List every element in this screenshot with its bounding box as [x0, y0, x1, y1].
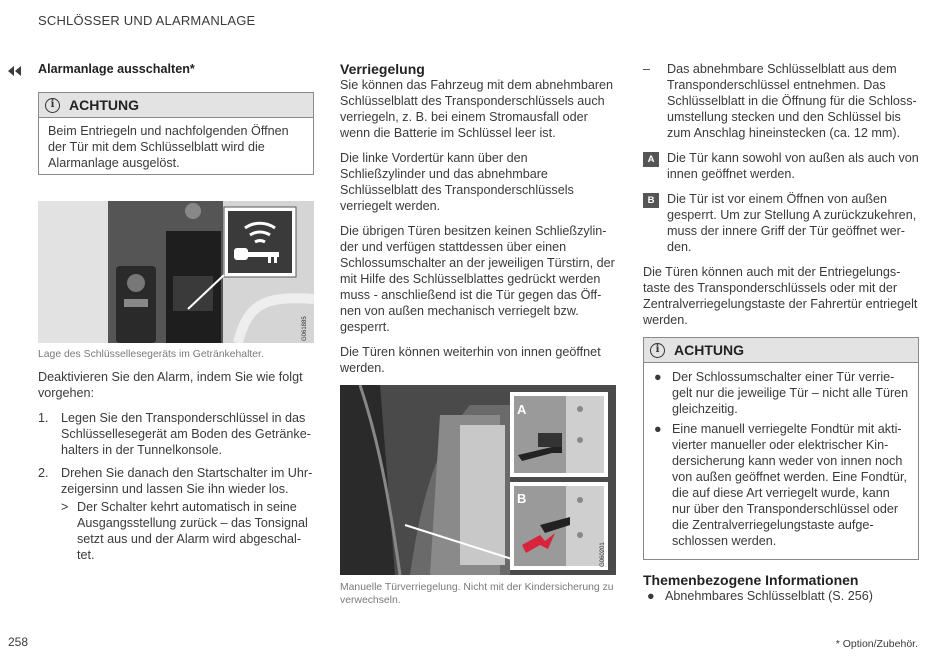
list-item	[643, 61, 919, 141]
step-number: 1.	[38, 411, 49, 425]
bullet-glyph: ●	[654, 370, 662, 384]
figure-code: G061885	[302, 316, 308, 341]
figure-door-lock	[340, 385, 616, 575]
left-column	[38, 61, 314, 563]
warning-box	[643, 337, 919, 560]
right-column	[643, 61, 919, 606]
paragraph: Die linke Vordertür kann über den Schließzylinder und das abnehmbare Schlüsselblatt des Transponderschlüssels verriegelt werden.	[340, 151, 574, 213]
result-glyph: >	[61, 500, 69, 514]
warning-body	[644, 363, 918, 559]
figure-caption: Lage des Schlüssellesegeräts im Getränkehalter.	[38, 349, 264, 360]
paragraph: Die Türen können auch mit der Entriegelungstaste des Transponderschlüssels oder mit der Zentralverriegelungstaste der Fahrertür entriegelt werden.	[643, 265, 918, 327]
list-item	[643, 150, 919, 182]
info-icon: i	[45, 98, 60, 113]
list-item	[38, 410, 314, 458]
info-icon: i	[650, 343, 665, 358]
warning-title: ACHTUNG	[674, 342, 744, 358]
list-item[interactable]	[643, 588, 919, 604]
label-badge-b: B	[643, 193, 659, 208]
step-result	[61, 499, 314, 563]
paragraph: Die Türen können weiterhin von innen geöffnet werden.	[340, 345, 601, 375]
page-header-title: SCHLÖSSER UND ALARMANLAGE	[38, 13, 256, 28]
list-item	[650, 421, 910, 549]
label-badge-a: A	[643, 152, 659, 167]
bullet-text: Eine manuell verriegelte Fondtür mit aktivierter manueller oder elektrischer Kindersicherung kann weder von innen noch von außen geöffnet werden. Eine Fondtür, die auf diese Art verriegelt wurde, kann nur über den Transponderschlüssel oder die Zentralverriegelungstaste aufgeschlossen werden.	[672, 422, 908, 548]
figure-label-b: B	[517, 491, 527, 506]
dash-glyph: –	[643, 62, 651, 76]
figure-label-a: A	[517, 402, 527, 417]
list-item	[38, 465, 314, 497]
warning-box	[38, 92, 314, 175]
figure-key-reader	[38, 201, 314, 343]
figure-caption: Manuelle Türverriegelung. Nicht mit der Kindersicherung zu verwechseln.	[340, 582, 614, 606]
bullet-glyph: ●	[654, 422, 662, 436]
list-item	[643, 191, 919, 255]
related-link[interactable]: Abnehmbares Schlüsselblatt (S. 256)	[665, 589, 873, 603]
step-text: Legen Sie den Transponderschlüssel in das Schlüssellesegerät am Boden des Getränkehalters in der Tunnelkonsole.	[61, 411, 311, 457]
figure-code: G060201	[600, 542, 606, 567]
door-lock-illustration	[340, 385, 616, 575]
warning-header	[644, 338, 918, 363]
double-chevron-left-icon[interactable]	[8, 63, 22, 81]
section-heading-locking: Verriegelung	[340, 61, 425, 77]
bullet-glyph: ●	[647, 589, 655, 603]
step-text: Drehen Sie danach den Startschalter im Uhrzeigersinn und lassen Sie ihn wieder los.	[61, 466, 313, 496]
item-text: Die Tür ist vor einem Öffnen von außen gesperrt. Um zur Stellung A zurückzukehren, muss der innere Griff der Tür geöffnet werden.	[667, 192, 917, 254]
dash-text: Das abnehmbare Schlüsselblatt aus dem Transponderschlüssel entnehmen. Das Schlüsselblatt in die Öffnung für die Schlossumstellung stecken und den Schlüssel bis zum Anschlag hineinstecken (ca. 12 mm).	[667, 62, 917, 140]
bullet-text: Der Schlossumschalter einer Tür verriegelt nur die jeweilige Tür – nicht alle Türen gleichzeitig.	[672, 370, 909, 416]
result-text: Der Schalter kehrt automatisch in seine Ausgangsstellung zurück – das Tonsignal setzt aus und der Alarm wird abgeschaltet.	[77, 500, 308, 562]
middle-column	[340, 61, 616, 607]
item-text: Die Tür kann sowohl von außen als auch von innen geöffnet werden.	[667, 151, 919, 181]
warning-header	[39, 93, 313, 118]
step-number: 2.	[38, 466, 49, 480]
page-number: 258	[8, 635, 29, 649]
key-reader-illustration	[38, 201, 314, 343]
warning-text: Beim Entriegeln und nachfolgenden Öffnen der Tür mit dem Schlüsselblatt wird die Alarmanlage ausgelöst.	[48, 124, 289, 170]
warning-title: ACHTUNG	[69, 97, 139, 113]
paragraph: Sie können das Fahrzeug mit dem abnehmbaren Schlüsselblatt des Transponderschlüssels auch verriegeln, z. B. bei einem Stromausfall oder wenn die Batterie im Schlüssel leer ist.	[340, 78, 614, 140]
intro-text: Deaktivieren Sie den Alarm, indem Sie wie folgt vorgehen:	[38, 370, 303, 400]
paragraph: Die übrigen Türen besitzen keinen Schließzylinder und verfügen stattdessen über einen Schlossumschalter an der jeweiligen Türstirn, der mit Hilfe des Schlüsselblattes gedrückt werden muss - anschließend ist die Tür gegen das Öffnen von außen mechanisch verriegelt bzw. gesperrt.	[340, 224, 615, 334]
list-item	[650, 369, 910, 417]
related-heading: Themenbezogene Informationen	[643, 572, 859, 588]
section-heading-alarm-off: Alarmanlage ausschalten*	[38, 62, 195, 76]
footer-note: * Option/Zubehör.	[835, 638, 918, 650]
